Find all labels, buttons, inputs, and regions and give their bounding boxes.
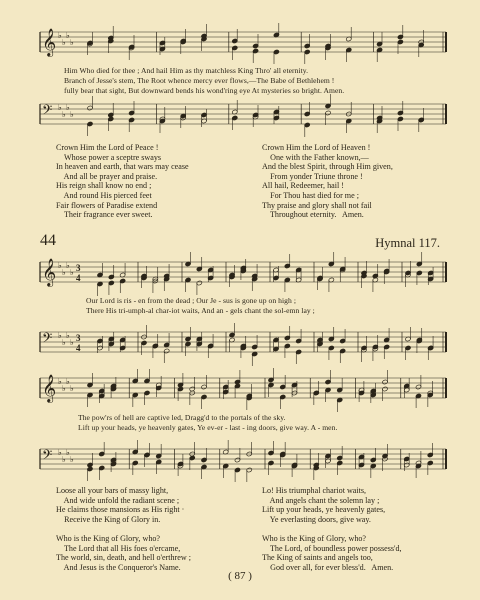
key-flat-icon: ♭	[70, 110, 74, 119]
key-flat-icon: ♭	[58, 377, 62, 386]
treble-clef-icon: 𝄞	[42, 260, 57, 286]
verses-right-column: Crown Him the Lord of Heaven ! One with the Father known,— And the blest Spirit, through Him given, From yonder Triune throne ! All hail, Redeemer, hail ! For Thou hast died for me ; Thy praise and glory shall not fail Throughout eternity. Amen.	[262, 143, 393, 220]
lyric-line: Branch of Jesse's stem, The Root whence mercy ever flows,—The Babe of Bethlehem !	[64, 76, 335, 85]
verses-left-column: Crown Him the Lord of Peace ! Whose power a sceptre sways In heaven and earth, that wars may cease And all be prayer and praise. His reign shall know no end ; And round His pierced feet Fair flowers of Paradise extend Their fragrance ever sweet.	[56, 143, 189, 220]
lyric-line: The pow'rs of hell are captive led, Dragg'd to the portals of the sky.	[78, 413, 286, 422]
key-flat-icon: ♭	[66, 377, 70, 386]
key-flat-icon: ♭	[62, 384, 66, 393]
svg-text:4: 4	[76, 343, 81, 353]
hymn-number: 44	[40, 232, 56, 249]
lyric-line: fully bear that sight, But downward bends his wond'ring eye At mysteries so bright. Amen.	[64, 86, 345, 95]
lyric-line: Him Who died for thee ; And hail Him as thy matchless King Thro' all eternity.	[64, 66, 309, 75]
key-flat-icon: ♭	[70, 268, 74, 277]
key-flat-icon: ♭	[62, 338, 66, 347]
key-flat-icon: ♭	[58, 31, 62, 40]
key-flat-icon: ♭	[58, 448, 62, 457]
key-flat-icon: ♭	[66, 31, 70, 40]
music-staff-system-3-treble	[0, 372, 480, 412]
page-number: ( 87 )	[228, 570, 252, 582]
key-flat-icon: ♭	[70, 338, 74, 347]
key-flat-icon: ♭	[70, 38, 74, 47]
lyric-line: Lift up your heads, ye heavenly gates, Ye ev-er - last - ing doors, give way. A - men.	[78, 423, 338, 432]
lyric-line: Our Lord is ris - en from the dead ; Our Je - sus is gone up on high ;	[86, 296, 296, 305]
key-flat-icon: ♭	[58, 331, 62, 340]
svg-text:4: 4	[76, 273, 81, 283]
bass-clef-icon: 𝄢	[42, 449, 53, 466]
key-flat-icon: ♭	[66, 261, 70, 270]
key-flat-icon: ♭	[62, 110, 66, 119]
tune-reference: Hymnal 117.	[375, 236, 440, 250]
bass-clef-icon: 𝄢	[42, 332, 53, 349]
verses-bottom-right-column: Lo! His triumphal chariot waits, And angels chant the solemn lay ; Lift up your heads, ye heavenly gates, Ye everlasting doors, give way. Who is the King of Glory, who? The Lord, of boundless power possess'd, The King of saints and angels too, God over all, for ever bless'd. Amen.	[262, 486, 402, 572]
key-flat-icon: ♭	[58, 261, 62, 270]
key-flat-icon: ♭	[66, 331, 70, 340]
treble-clef-icon: 𝄞	[42, 376, 57, 402]
key-flat-icon: ♭	[66, 103, 70, 112]
music-staff-system-2-bass	[0, 326, 480, 368]
key-flat-icon: ♭	[58, 103, 62, 112]
music-staff-system-3-bass	[0, 443, 480, 485]
verses-bottom-left-column: Loose all your bars of massy light, And wide unfold the radiant scene ; He claims those mansions as His right · Receive the King of Glory in. Who is the King of Glory, who? The Lord that all His foes o'ercame, The world, sin, death, and hell o'erthrew ; And Jesus is the Conqueror's Name.	[56, 486, 191, 572]
key-flat-icon: ♭	[70, 455, 74, 464]
key-flat-icon: ♭	[66, 448, 70, 457]
music-staff-system-2-treble	[0, 256, 480, 296]
system-3-lyrics	[78, 413, 480, 433]
treble-clef-icon: 𝄞	[42, 30, 57, 56]
system-2-lyrics	[86, 296, 480, 316]
bass-clef-icon: 𝄢	[42, 104, 53, 121]
key-flat-icon: ♭	[62, 455, 66, 464]
music-staff-system-1-bass	[0, 98, 480, 140]
svg-text:3: 3	[76, 263, 81, 273]
lyric-line: There His tri-umph-al char-iot waits, And an - gels chant the sol-emn lay ;	[86, 306, 315, 315]
key-flat-icon: ♭	[62, 268, 66, 277]
music-staff-system-1-treble	[0, 26, 480, 66]
key-flat-icon: ♭	[62, 38, 66, 47]
svg-text:3: 3	[76, 333, 81, 343]
system-1-lyrics	[64, 66, 474, 96]
key-flat-icon: ♭	[70, 384, 74, 393]
